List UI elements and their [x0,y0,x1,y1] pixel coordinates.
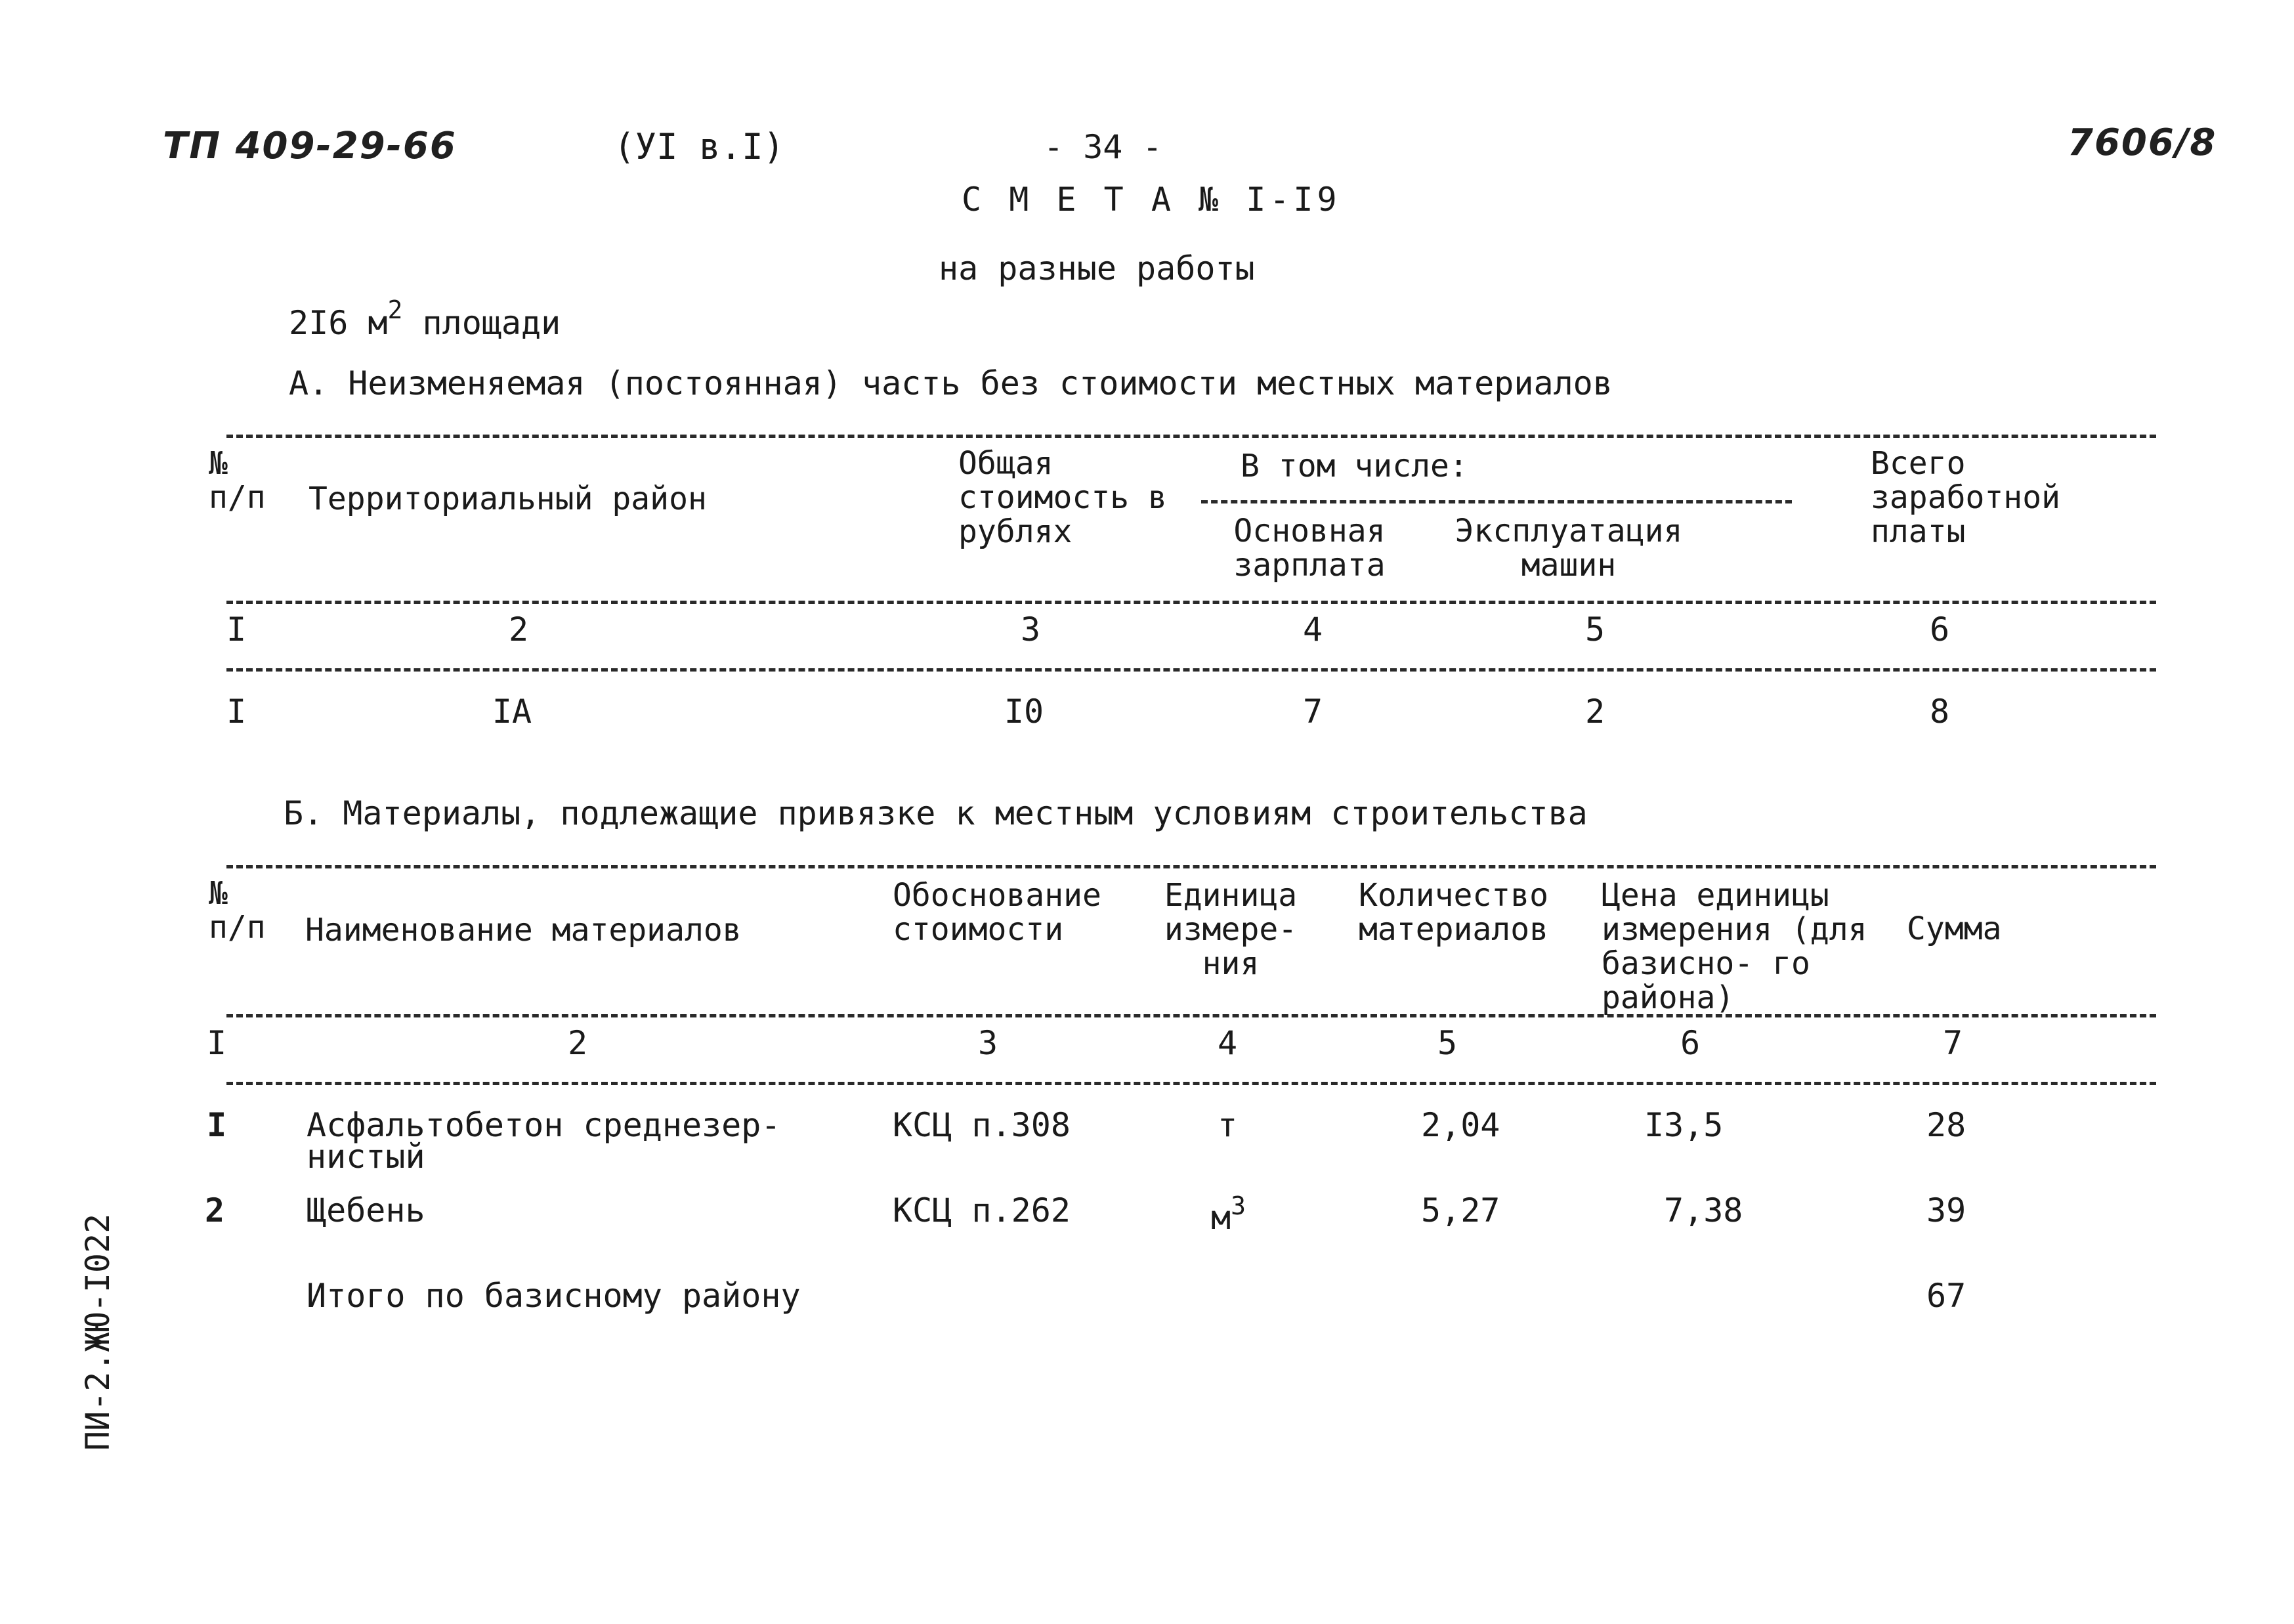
table-b-row-sum: 28 [1926,1106,1966,1144]
table-b-row-name [307,1106,781,1176]
table-a-colnum-1: I [226,610,247,649]
table-b-colnum-5: 5 [1437,1024,1458,1062]
volume-label: (УI в.I) [614,126,785,167]
table-a-header-total-wage: Всего заработной платы [1871,445,2060,550]
table-b-header-basis: Обоснование стоимости [893,877,1101,948]
archive-number: 7606/8 [2068,121,2217,164]
table-a-colnum-rule [226,668,2156,672]
table-b-row-quantity: 2,04 [1421,1106,1500,1144]
table-b-row-num: I [207,1106,227,1144]
table-b-colnum-1: I [206,1024,227,1062]
document-title: С М Е Т А № I-I9 [962,181,1341,219]
table-b-row-num: 2 [205,1191,225,1229]
table-a-header-num: № п/п [209,445,266,516]
table-b-row-basis: КСЦ п.262 [893,1191,1071,1229]
table-a-row-district: IA [492,693,532,731]
table-a-row-base-wage: 7 [1302,693,1323,731]
table-b-colnum-3: 3 [977,1024,998,1062]
area-value: 2I6 м [289,304,388,342]
section-b-title: Б. Материалы, подлежащие привязке к местным условиям строительства [284,794,1588,832]
table-a-top-rule [226,435,2156,438]
table-a-header-district: Территориальный район [308,481,707,517]
table-b-row-unit [1211,1191,1246,1237]
table-a-row-total-cost: I0 [1004,693,1044,731]
table-b-header-name: Наименование материалов [305,912,742,949]
table-b-row-unit: т [1217,1106,1238,1144]
table-b-colnum-7: 7 [1942,1024,1963,1062]
table-a-colnum-2: 2 [508,610,529,649]
table-a-header-base-wage: Основная зарплата [1233,513,1386,584]
table-b-row-name: Щебень [307,1191,425,1229]
table-b-header-rule [226,1014,2156,1017]
table-b-colnum-2: 2 [567,1024,588,1062]
total-label: Итого по базисному району [307,1277,801,1315]
page-number: - 34 - [1044,128,1162,166]
table-a-header-including: В том числе: [1241,448,1468,484]
table-b-row-unit-sup: 3 [1231,1191,1246,1220]
table-b-row-basis: КСЦ п.308 [893,1106,1071,1144]
margin-note: ПИ-2.ЖЮ-I022 [79,1213,117,1451]
table-b-row-quantity: 5,27 [1421,1191,1500,1229]
section-a-title: А. Неизменяемая (постоянная) часть без стоимости местных материалов [289,364,1613,402]
table-a-row-total-wage: 8 [1929,693,1950,731]
table-a-row-num: I [226,693,247,731]
table-b-row-unit-price: I3,5 [1644,1106,1724,1144]
table-b-header-unit: Единица измере- ния [1164,877,1298,982]
table-a-colnum-6: 6 [1929,610,1950,649]
table-b-row-name-line1: Асфальтобетон среднезер- [307,1106,781,1144]
table-b-colnum-4: 4 [1217,1024,1238,1062]
table-b-colnum-6: 6 [1680,1024,1701,1062]
table-b-row-unit-base: м [1211,1199,1231,1237]
table-b-top-rule [226,865,2156,868]
table-b-header-sum: Сумма [1907,910,2002,947]
total-value: 67 [1926,1277,1966,1315]
table-b-header-quantity: Количество материалов [1359,877,1548,948]
table-a-row-machines: 2 [1584,693,1605,731]
table-a-colnum-4: 4 [1302,610,1323,649]
table-b-row-name-line2: нистый [307,1138,425,1176]
table-a-header-rule [226,601,2156,604]
table-a-colnum-5: 5 [1584,610,1605,649]
area-label: площади [422,304,561,342]
area-superscript: 2 [387,295,403,324]
area-line [289,295,561,342]
table-a-including-rule [1201,500,1792,503]
project-code: ТП 409-29-66 [163,125,457,167]
table-b-colnum-rule [226,1082,2156,1085]
table-a-header-total-cost: Общая стоимость в рублях [958,445,1167,550]
document-subtitle: на разные работы [939,249,1255,288]
table-a-colnum-3: 3 [1020,610,1041,649]
table-b-header-num: № п/п [209,875,266,946]
table-b-row-unit-price: 7,38 [1664,1191,1743,1229]
table-b-header-unit-price: Цена единицы измерения (для базисно- го района) [1602,877,1867,1016]
table-a-header-machines: Эксплуатация машин [1455,513,1683,584]
table-b-row-sum: 39 [1926,1191,1966,1229]
